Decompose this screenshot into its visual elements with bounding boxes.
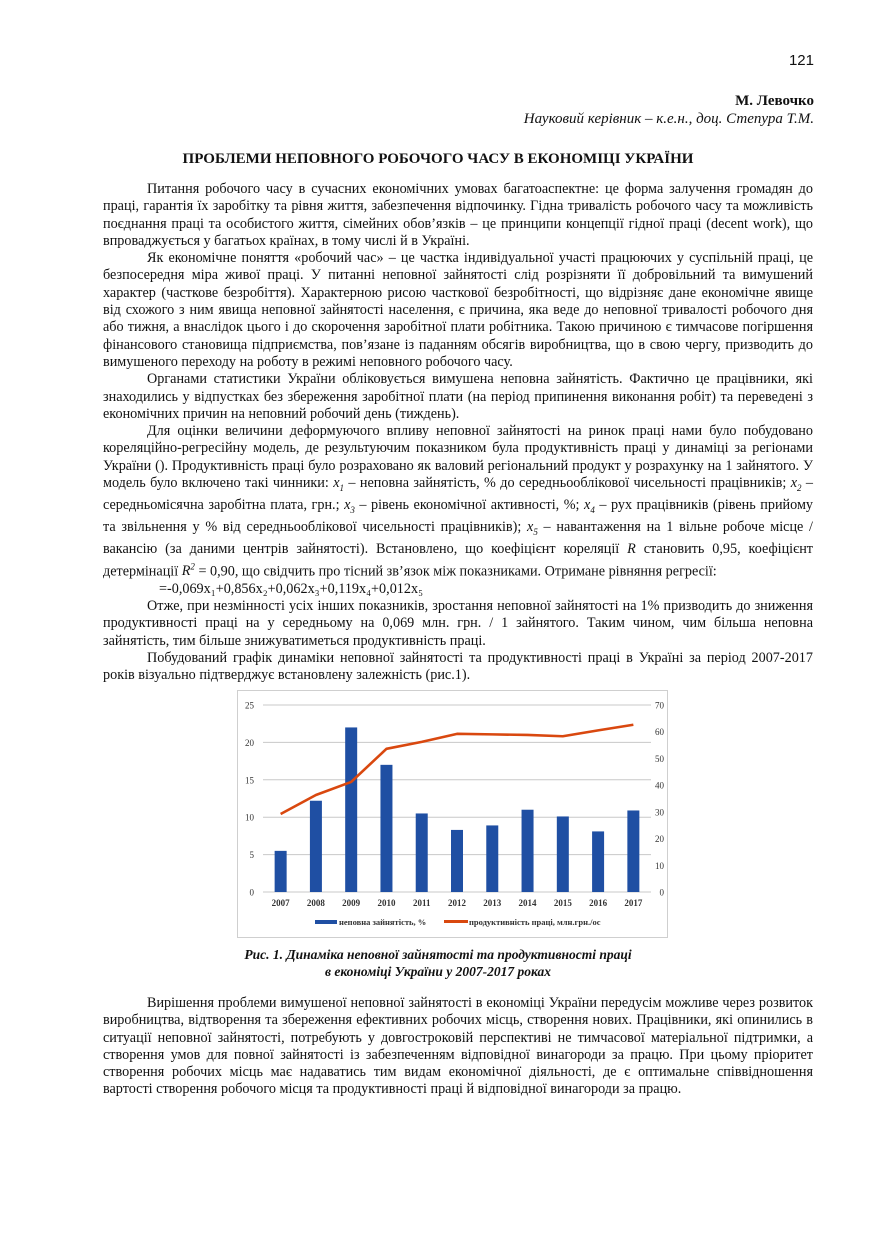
bar	[522, 810, 534, 892]
left-axis-tick: 10	[245, 812, 254, 823]
paragraph-4: Для оцінки величини деформуючого впливу неповної зайнятості на ринок праці нами було побудовано кореляційно-регресійну модель, де результуючим показником була продуктивність праці у динаміці за регіонами України (). Продуктивність праці було розраховано як валовий регіональний продукт у розрахунку на 1 зайнятого. У модель було включено такі чинники: $x_1$ – неповна зайнятість, % до середньооблікової чисельності працівників; $x_2$ – середньомісячна заробітна плата, грн.; $x_3$ – рівень економічної активності, %; $x_4$ – рух працівників (рівень прийому та звільнення у % від середньооблікової чисельності працівників); $x_5$ – навантаження на 1 вільне робоче місце / вакансію (за даними центрів зайнятості). Встановлено, що коефіцієнт кореляції R становить 0,95, коефіцієнт детермінації $R^2 = 0,90$, що свідчить про тісний зв’язок між показниками. Отримане рівняння регресії:	[103, 423, 814, 580]
left-axis-tick: 15	[245, 775, 254, 786]
x-axis-tick: 2010	[377, 898, 396, 908]
page-number: 121	[788, 52, 814, 69]
x-axis-tick: 2017	[624, 898, 643, 908]
x-axis-tick: 2016	[589, 898, 608, 908]
right-axis-tick: 40	[655, 780, 664, 791]
bar	[486, 825, 498, 892]
bar	[451, 830, 463, 892]
x-axis-tick: 2012	[448, 898, 466, 908]
x-axis-tick: 2008	[306, 898, 325, 908]
right-axis-tick: 30	[655, 807, 664, 818]
bar	[345, 727, 357, 892]
bar	[380, 765, 392, 892]
body-text-bottom	[103, 995, 813, 1099]
left-axis-tick: 5	[249, 850, 254, 861]
figure-chart	[237, 690, 668, 938]
x-axis-tick: 2009	[342, 898, 361, 908]
left-axis-tick: 0	[249, 887, 254, 898]
right-axis-tick: 20	[655, 834, 664, 845]
paragraph-7: Вирішення проблеми вимушеної неповної зайнятості в економіці України передусім можливе через розвиток виробництва, відтворення та збереження ефективних робочих місць, створення нових. Працівники, які опинились в ситуації неповної зайнятості, потребують у довгостроковій перспективі не тимчасової матеріальної підтримки, а створення умов для повної зайнятості із забезпеченням відповідної винагороди за працю. При цьому пріоритет створення робочих місць має надаватись тим видам економічної діяльності, де є оптимальне співвідношення вартості створення робочого місця та продуктивності праці й відповідної винагороди за працю.	[103, 995, 813, 1098]
paragraph-5: Отже, при незмінності усіх інших показників, зростання неповної зайнятості на 1% призводить до зниження продуктивності праці на у середньому на 0,069 млн. грн. / 1 зайнятого. Таким чином, чим більша неповна зайнятість, тим більше знижуватиметься продуктивність праці.	[103, 598, 813, 649]
right-axis-tick: 60	[655, 727, 664, 738]
bar	[275, 851, 287, 892]
right-axis-tick: 10	[655, 860, 664, 871]
body-text-top	[103, 181, 813, 685]
right-axis-tick: 50	[655, 753, 664, 764]
productivity-line	[281, 725, 634, 814]
x-axis-tick: 2011	[412, 898, 431, 908]
bar	[627, 810, 639, 892]
legend-line-label: продуктивність праці, млн.грн./ос	[469, 917, 601, 927]
paper-title: ПРОБЛЕМИ НЕПОВНОГО РОБОЧОГО ЧАСУ В ЕКОНОМІЦІ УКРАЇНИ	[182, 151, 694, 167]
advisor-line: Науковий керівник – к.е.н., доц. Степура Т.М.	[523, 111, 814, 127]
paragraph-1: Питання робочого часу в сучасних економічних умовах багатоаспектне: це форма залучення громадян до праці, гарантія їх заробітку та рівня життя, забезпечення відпочинку. Гідна тривалість робочого часу та можливість поєднання праці та особистого життя, сімейних обов’язків – це принципи концепції гідної праці (decent work), що впроваджується у багатьох країнах, в тому числі й в Україні.	[103, 181, 813, 249]
author-name: М. Левочко	[735, 93, 814, 109]
left-axis-tick: 20	[245, 737, 254, 748]
right-axis-tick: 70	[655, 700, 664, 711]
paragraph-6: Побудований графік динаміки неповної зайнятості та продуктивності праці в Україні за період 2007-2017 років візуально підтверджує встановлену залежність (рис.1).	[103, 649, 813, 684]
legend-bar-label: неповна зайнятість, %	[339, 917, 427, 927]
paragraph-2: Як економічне поняття «робочий час» – це частка індивідуальної участі працюючих у суспільній праці, це безпосередня міра живої праці. У питанні неповної зайнятості слід розрізняти її добровільний та вимушений характер (часткове безробіття). Характерною рисою часткової безробітності, що відрізняє дане економічне явище від схожого з ним явища неповної зайнятості населення, є причина, яка веде до неповної тривалості робочого дня або тижня, а внаслідок цього і до скорочення заробітної плати робітника. Такою причиною є тимчасове погіршення фінансового становища підприємства, пов’язане із паданням обсягів виробництва, що в свою чергу, призводить до вимушеного переходу на роботу в режимі неповного робочого часу.	[103, 250, 813, 370]
figure-caption: Рис. 1. Динаміка неповної зайнятості та продуктивності праці в економіці України у 2007-2017 роках	[244, 947, 632, 979]
x-axis-tick: 2013	[483, 898, 502, 908]
legend-bar-swatch	[315, 920, 337, 924]
x-axis-tick: 2014	[518, 898, 537, 908]
right-axis-tick: 0	[659, 887, 664, 898]
legend-line-swatch	[444, 920, 468, 923]
x-axis-tick: 2007	[271, 898, 290, 908]
combo-chart	[238, 691, 667, 937]
regression-equation: =-0,069x₁+0,856x₂+0,062x₃+0,119x₄+0,012x₅	[159, 580, 424, 597]
bar	[310, 801, 322, 892]
bar	[416, 813, 428, 892]
paragraph-3: Органами статистики України обліковується вимушена неповна зайнятість. Фактично це працівники, які знаходились у відпустках без збереження заробітної плати (на період припинення виконання робіт) та переведені з економічних причин на неповний робочий день (тиждень).	[103, 371, 813, 422]
bar	[557, 816, 569, 892]
x-axis-tick: 2015	[553, 898, 572, 908]
left-axis-tick: 25	[245, 700, 254, 711]
bar	[592, 831, 604, 892]
